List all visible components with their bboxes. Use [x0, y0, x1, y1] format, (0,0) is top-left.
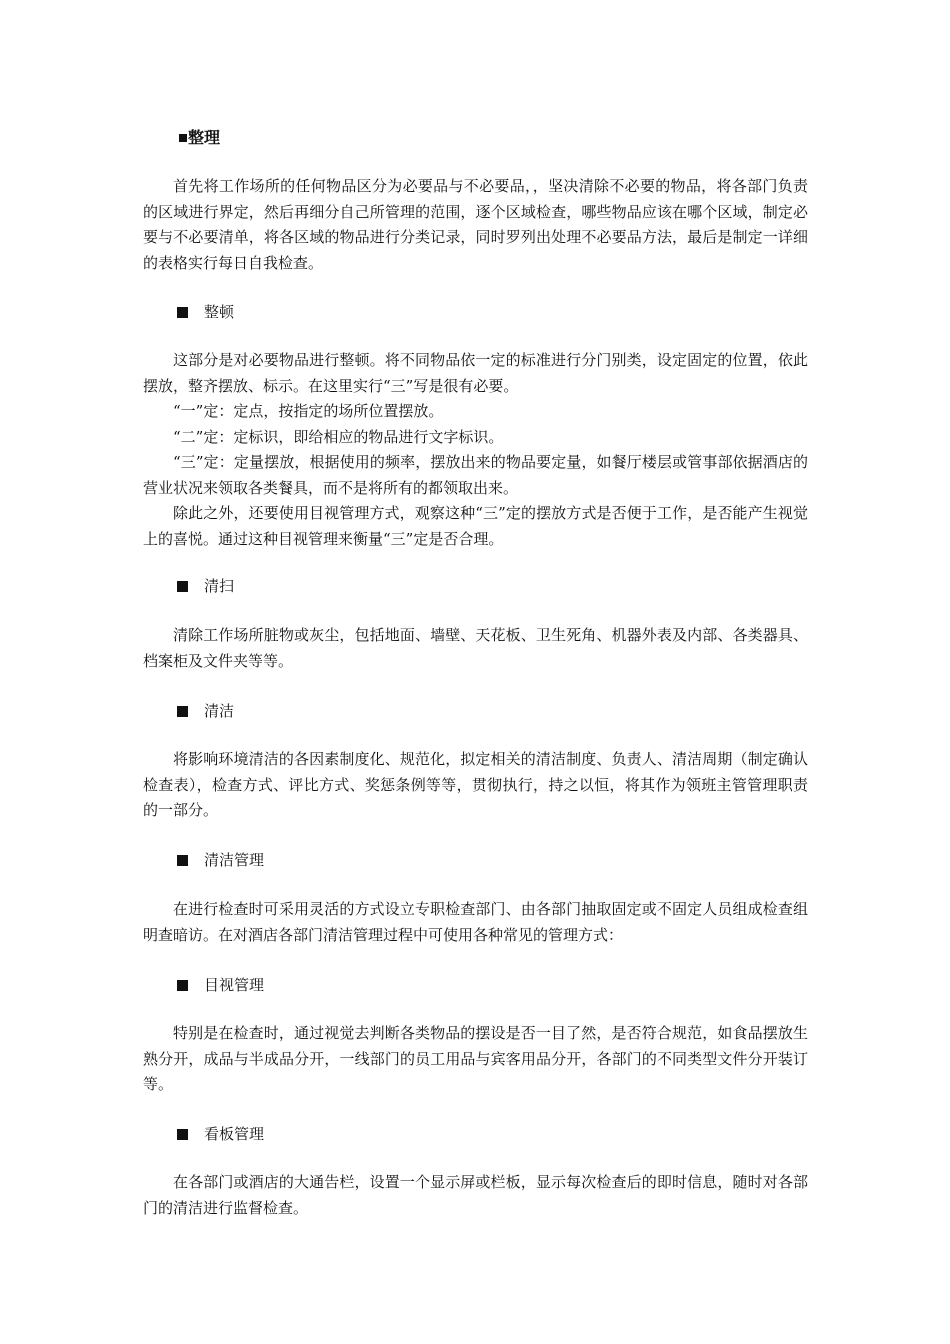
heading-text: 目视管理 — [204, 976, 265, 994]
section-heading-qingsao — [143, 576, 842, 596]
square-bullet-icon — [177, 581, 188, 592]
paragraph: 除此之外，还要使用目视管理方式，观察这种“三”定的摆放方式是否便于工作，是否能产生视觉上的喜悦。通过这种目视管理来衡量“三”定是否合理。 — [143, 504, 808, 548]
section-body-zhengdun — [143, 348, 808, 552]
section-body-zhengli — [143, 174, 808, 276]
section-heading-mushi-guanli — [143, 975, 842, 995]
paragraph: 在进行检查时可采用灵活的方式设立专职检查部门、由各部门抽取固定或不固定人员组成检查组明查暗访。在对酒店各部门清洁管理过程中可使用各种常见的管理方式： — [143, 900, 808, 944]
square-bullet-icon — [177, 980, 188, 991]
paragraph: “三”定：定量摆放，根据使用的频率，摆放出来的物品要定量，如餐厅楼层或管事部依据酒店的营业状况来领取各类餐具，而不是将所有的都领取出来。 — [143, 453, 808, 497]
square-bullet-icon — [177, 706, 188, 717]
section-body-kanban-guanli — [143, 1170, 808, 1221]
section-heading-qingjie-guanli — [143, 850, 842, 870]
paragraph: 将影响环境清洁的各因素制度化、规范化，拟定相关的清洁制度、负责人、清洁周期（制定确认检查表），检查方式、评比方式、奖惩条例等等，贯彻执行，持之以恒，将其作为领班主管管理职责的一部分。 — [143, 750, 808, 819]
paragraph: 首先将工作场所的任何物品区分为必要品与不必要品，，坚决清除不必要的物品，将各部门负责的区域进行界定，然后再细分自己所管理的范围，逐个区域检查，哪些物品应该在哪个区域，制定必要与不必要清单，将各区域的物品进行分类记录，同时罗列出处理不必要品方法，最后是制定一详细的表格实行每日自我检查。 — [143, 177, 808, 272]
heading-text: 整顿 — [204, 303, 235, 321]
square-bullet-icon — [177, 307, 188, 318]
paragraph: 在各部门或酒店的大通告栏，设置一个显示屏或栏板，显示每次检查后的即时信息，随时对各部门的清洁进行监督检查。 — [143, 1173, 808, 1217]
paragraph: “二”定：定标识，即给相应的物品进行文字标识。 — [173, 427, 504, 446]
heading-text: 清洁 — [204, 702, 235, 720]
section-heading-zhengli — [143, 128, 844, 148]
heading-text: 整理 — [188, 128, 221, 147]
section-body-qingjie — [143, 747, 808, 824]
section-body-mushi-guanli — [143, 1021, 808, 1098]
section-body-qingjie-guanli — [143, 897, 808, 948]
square-bullet-icon — [177, 1129, 188, 1140]
document-page — [143, 0, 808, 1344]
paragraph: 这部分是对必要物品进行整顿。将不同物品依一定的标准进行分门别类，设定固定的位置，依此摆放，整齐摆放、标示。在这里实行“三”写是很有必要。 — [143, 351, 808, 395]
paragraph: “一”定：定点，按指定的场所位置摆放。 — [173, 402, 444, 420]
heading-text: 看板管理 — [204, 1125, 265, 1143]
square-bullet-icon — [179, 134, 187, 142]
heading-text: 清扫 — [204, 577, 235, 595]
section-heading-zhengdun — [143, 302, 842, 322]
heading-text: 清洁管理 — [204, 851, 265, 869]
paragraph: 特别是在检查时，通过视觉去判断各类物品的摆设是否一目了然，是否符合规范，如食品摆放生熟分开，成品与半成品分开，一线部门的员工用品与宾客用品分开，各部门的不同类型文件分开装订等。 — [143, 1024, 808, 1093]
section-heading-kanban-guanli — [143, 1124, 842, 1144]
square-bullet-icon — [177, 855, 188, 866]
section-heading-qingjie — [143, 701, 842, 721]
section-body-qingsao — [143, 623, 808, 674]
paragraph: 清除工作场所脏物或灰尘，包括地面、墙壁、天花板、卫生死角、机器外表及内部、各类器具、档案柜及文件夹等等。 — [143, 626, 808, 670]
